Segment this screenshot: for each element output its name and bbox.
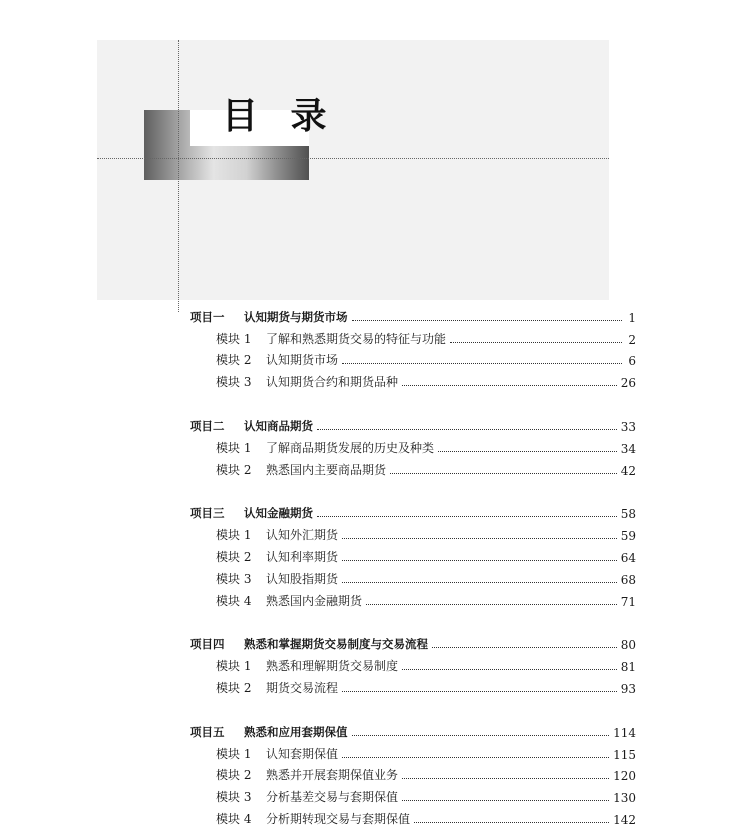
toc-module-label: 模块 1	[216, 440, 252, 455]
toc-page-number: 58	[620, 507, 636, 522]
toc-leader-dots	[450, 342, 622, 343]
toc-page-number: 120	[613, 769, 636, 784]
toc-module-title: 了解商品期货发展的历史及种类	[266, 440, 435, 455]
toc-leader-dots	[342, 363, 622, 364]
toc-project-label: 项目四	[190, 637, 225, 652]
toc-leader-dots	[402, 800, 609, 801]
toc-page-number: 115	[613, 747, 636, 762]
toc-module-entry[interactable]	[190, 762, 636, 784]
toc-module-label: 模块 2	[216, 680, 252, 695]
toc-project-entry[interactable]	[190, 631, 636, 653]
toc-module-entry[interactable]	[190, 587, 636, 609]
toc-leader-dots	[342, 582, 617, 583]
toc-module-entry[interactable]	[190, 347, 636, 369]
vertical-dotted-rule	[178, 40, 179, 312]
toc-module-label: 模块 3	[216, 790, 252, 805]
toc-page-number: 142	[613, 812, 636, 827]
toc-module-entry[interactable]	[190, 456, 636, 478]
toc-module-title: 了解和熟悉期货交易的特征与功能	[266, 331, 447, 346]
page-title: 目 录	[222, 96, 337, 137]
toc-project-entry[interactable]	[190, 412, 636, 434]
toc-module-entry[interactable]	[190, 805, 636, 827]
toc-leader-dots	[432, 647, 617, 648]
table-of-contents	[190, 303, 636, 827]
toc-module-title: 认知套期保值	[266, 746, 339, 761]
toc-module-label: 模块 1	[216, 331, 252, 346]
toc-module-label: 模块 4	[216, 811, 252, 826]
toc-leader-dots	[342, 691, 617, 692]
toc-project-title: 熟悉和掌握期货交易制度与交易流程	[244, 637, 428, 652]
toc-page-number: 64	[620, 550, 636, 565]
toc-leader-dots	[352, 320, 623, 321]
toc-module-title: 认知期货市场	[266, 353, 339, 368]
toc-module-entry[interactable]	[190, 543, 636, 565]
toc-leader-dots	[438, 451, 617, 452]
toc-module-title: 认知股指期货	[266, 571, 339, 586]
toc-leader-dots	[352, 735, 610, 736]
toc-module-title: 认知外汇期货	[266, 528, 339, 543]
toc-module-entry[interactable]	[190, 325, 636, 347]
toc-module-entry[interactable]	[190, 783, 636, 805]
toc-module-label: 模块 2	[216, 549, 252, 564]
toc-project-title: 认知商品期货	[244, 418, 313, 433]
toc-leader-dots	[402, 778, 609, 779]
toc-project-label: 项目三	[190, 506, 225, 521]
toc-module-title: 分析基差交易与套期保值	[266, 790, 399, 805]
toc-module-title: 熟悉国内主要商品期货	[266, 462, 387, 477]
toc-page-number: 6	[628, 354, 636, 369]
toc-leader-dots	[342, 560, 617, 561]
toc-module-label: 模块 1	[216, 659, 252, 674]
toc-page-number: 71	[620, 594, 636, 609]
toc-leader-dots	[342, 538, 617, 539]
toc-project-entry[interactable]	[190, 303, 636, 325]
toc-page-number: 93	[620, 681, 636, 696]
toc-page-number: 1	[628, 310, 636, 325]
toc-module-title: 期货交易流程	[266, 680, 339, 695]
toc-module-label: 模块 2	[216, 462, 252, 477]
toc-project-block	[190, 412, 636, 477]
toc-page-number: 26	[620, 376, 636, 391]
toc-page-number: 114	[613, 725, 636, 740]
toc-module-label: 模块 1	[216, 528, 252, 543]
toc-page-number: 2	[628, 332, 636, 347]
toc-module-label: 模块 4	[216, 593, 252, 608]
toc-leader-dots	[402, 669, 617, 670]
toc-module-label: 模块 2	[216, 353, 252, 368]
toc-project-title: 认知金融期货	[244, 506, 313, 521]
toc-module-label: 模块 2	[216, 768, 252, 783]
toc-module-entry[interactable]	[190, 521, 636, 543]
toc-leader-dots	[402, 385, 617, 386]
toc-module-title: 熟悉并开展套期保值业务	[266, 768, 399, 783]
toc-leader-dots	[342, 757, 609, 758]
toc-page-number: 130	[613, 791, 636, 806]
toc-module-entry[interactable]	[190, 740, 636, 762]
toc-leader-dots	[317, 429, 617, 430]
toc-project-block	[190, 718, 636, 827]
toc-module-entry[interactable]	[190, 565, 636, 587]
toc-project-title: 熟悉和应用套期保值	[244, 724, 348, 739]
toc-page-number: 80	[620, 638, 636, 653]
toc-module-title: 认知期货合约和期货品种	[266, 375, 399, 390]
toc-module-entry[interactable]	[190, 434, 636, 456]
toc-project-entry[interactable]	[190, 500, 636, 522]
toc-module-entry[interactable]	[190, 674, 636, 696]
toc-project-block	[190, 500, 636, 609]
toc-page-number: 59	[620, 529, 636, 544]
toc-page-number: 42	[620, 463, 636, 478]
toc-leader-dots	[390, 473, 617, 474]
toc-leader-dots	[414, 822, 609, 823]
toc-leader-dots	[366, 604, 617, 605]
toc-module-title: 熟悉国内金融期货	[266, 593, 363, 608]
toc-module-label: 模块 1	[216, 746, 252, 761]
toc-project-label: 项目二	[190, 418, 225, 433]
toc-project-title: 认知期货与期货市场	[244, 309, 348, 324]
toc-page-number: 81	[620, 660, 636, 675]
toc-project-label: 项目五	[190, 724, 225, 739]
toc-module-title: 分析期转现交易与套期保值	[266, 811, 411, 826]
toc-project-entry[interactable]	[190, 718, 636, 740]
horizontal-dotted-rule	[97, 158, 609, 159]
toc-page-number: 68	[620, 572, 636, 587]
toc-project-label: 项目一	[190, 309, 225, 324]
toc-module-entry[interactable]	[190, 652, 636, 674]
toc-project-block	[190, 303, 636, 390]
toc-project-block	[190, 631, 636, 696]
toc-page-number: 33	[620, 419, 636, 434]
toc-module-entry[interactable]	[190, 368, 636, 390]
toc-leader-dots	[317, 516, 617, 517]
toc-module-label: 模块 3	[216, 375, 252, 390]
toc-page-number: 34	[620, 441, 636, 456]
toc-module-title: 熟悉和理解期货交易制度	[266, 659, 399, 674]
toc-module-title: 认知利率期货	[266, 549, 339, 564]
toc-module-label: 模块 3	[216, 571, 252, 586]
